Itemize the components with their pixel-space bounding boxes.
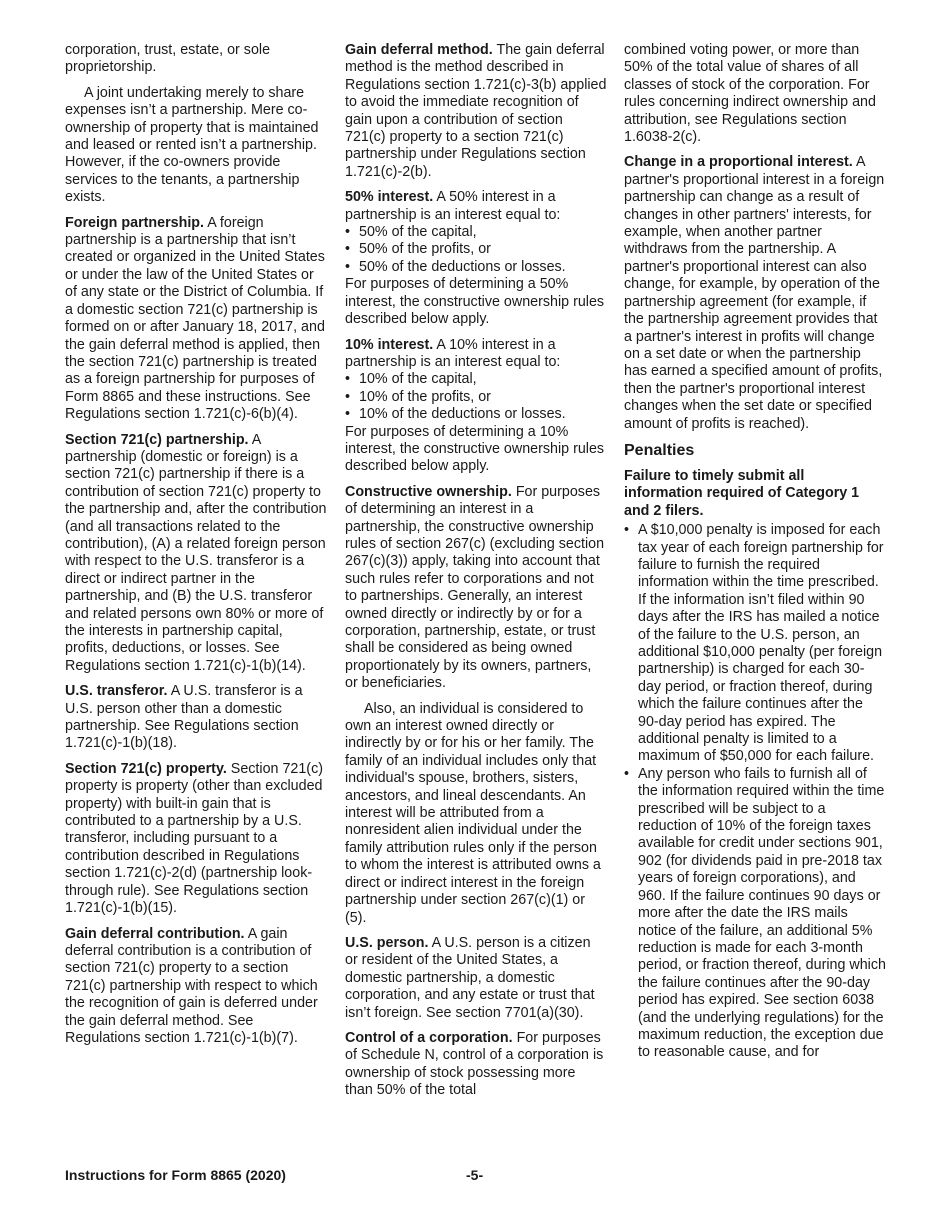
column-right — [624, 42, 886, 1062]
term-heading: 10% interest. — [345, 336, 434, 353]
term-text: Section 721(c) property is property (other than excluded property) with built-in gain that is contributed to a partnership by a U.S. transferor, including pursuant to a contribution described in Regulations section 1.721(c)-2(d) (partnership look-through rule). See Regulations section 1.721(c)-1(b)(15). — [65, 760, 323, 917]
paragraph: combined voting power, or more than 50% of the total value of shares of all classes of stock of the corporation. For rules concerning indirect ownership and attribution, see Regulations section 1.6038-2(c). — [624, 42, 876, 146]
term-text: A foreign partnership is a partnership that isn’t created or organized in the United States or under the law of the United States or of any state or the District of Columbia. If a domestic section 721(c) partnership is formed on or after January 18, 2017, and the gain deferral method is applied, then the section 721(c) partnership is treated as a foreign partnership for purposes of Form 8865 and these instructions. See Regulations section 1.721(c)-6(b)(4). — [65, 214, 325, 423]
term-heading: Gain deferral method. — [345, 42, 493, 58]
section-heading-penalties: Penalties — [624, 441, 695, 459]
paragraph: A joint undertaking merely to share expenses isn’t a partnership. Mere co-ownership of property that is maintained and leased or rented isn’t a partnership. However, if the co-owners provide services to the tenants, a partnership exists. — [65, 84, 319, 206]
term-heading: Foreign partnership. — [65, 214, 205, 231]
list-item: • 10% of the profits, or — [345, 389, 607, 406]
page-number: -5- — [466, 1167, 484, 1183]
term-heading: U.S. person. — [345, 934, 429, 951]
term-text: For purposes of determining an interest in a partnership, the constructive ownership rules of section 267(c) (excluding section 267(c)(3)) apply, taking into account that such rules refer to corporations and not to partnerships. Generally, an interest owned directly or indirectly by or for a corporation, partnership, estate, or trust shall be considered as being owned proportionately by its owners, partners, or beneficiaries. — [345, 483, 605, 692]
term-heading: 50% interest. — [345, 189, 434, 206]
term-text: For purposes of determining a 50% interest, the constructive ownership rules described below apply. — [345, 276, 605, 328]
term-heading: Section 721(c) partnership. — [65, 431, 249, 448]
term-heading: Constructive ownership. — [345, 483, 512, 500]
term-heading: Section 721(c) property. — [65, 760, 227, 777]
definition-10-interest — [345, 337, 607, 476]
list-item: • 10% of the deductions or losses. — [345, 406, 607, 423]
bullet-list — [345, 371, 607, 423]
definition-us-person — [345, 935, 607, 1022]
term-text: A partnership (domestic or foreign) is a section 721(c) partnership if there is a contribution of section 721(c) property to the partnership and, after the contribution (and all transactions related to the contribution), (A) a related foreign person with respect to the U.S. transferor is a direct or indirect partner in the partnership, and (B) the U.S. transferor and related persons own 80% or more of the interests in partnership capital, profits, deductions, or losses. See Regulations section 1.721(c)-1(b)(14). — [65, 431, 327, 674]
definition-constructive-ownership — [345, 484, 607, 693]
term-text: The gain deferral method is the method described in Regulations section 1.721(c)-3(b) applied to avoid the immediate recognition of gain upon a contribution of section 721(c) property to a section 721(c) partnership under Regulations section 1.721(c)-2(b). — [345, 42, 607, 180]
penalty-bullet: • A $10,000 penalty is imposed for each tax year of each foreign partnership for failure to furnish the required information within the time prescribed. If the information isn’t filed within 90 days after the IRS has mailed a notice of the failure to the U.S. person, an additional $10,000 penalty (per foreign partnership) is charged for each 30-day period, or fraction thereof, during which the failure continues after the 90-day period has expired. The additional penalty is limited to a maximum of $50,000 for each failure. — [624, 522, 886, 766]
term-heading: Control of a corporation. — [345, 1029, 513, 1046]
paragraph: corporation, trust, estate, or sole proprietorship. — [65, 42, 271, 76]
bullet-list — [345, 224, 607, 276]
term-text: A 50% interest in a partnership is an interest equal to: — [345, 189, 561, 223]
definition-us-transferor — [65, 683, 327, 753]
column-left — [65, 42, 327, 1055]
list-item: • 50% of the profits, or — [345, 241, 607, 258]
penalty-bullet: • Any person who fails to furnish all of the information required within the time prescribed will be subject to a reduction of 10% of the foreign taxes available for credit under sections 901, 902 (for dividends paid in pre-2018 tax years of foreign corporations), and 960. If the failure continues 90 days or more after the date the IRS mails notice of the failure, an additional 5% reduction is made for each 3-month period, or fraction thereof, during which the failure continues after the 90-day period has expired. See section 6038 (and the underlying regulations) for the maximum reduction, the exception due to reasonable cause, and for — [624, 766, 886, 1062]
subheading-failure-to-submit: Failure to timely submit all information required of Category 1 and 2 filers. — [624, 467, 860, 519]
term-heading: Gain deferral contribution. — [65, 925, 245, 942]
term-text: A U.S. transferor is a U.S. person other than a domestic partnership. See Regulations section 1.721(c)-1(b)(18). — [65, 683, 303, 752]
term-heading: U.S. transferor. — [65, 683, 168, 700]
column-middle — [345, 42, 607, 1108]
term-text: For purposes of determining a 10% interest, the constructive ownership rules described below apply. — [345, 423, 605, 475]
definition-section-721c-property — [65, 761, 327, 918]
list-item: • 50% of the deductions or losses. — [345, 259, 607, 276]
definition-change-proportional-interest — [624, 154, 886, 433]
penalty-bullet-list — [624, 522, 886, 1062]
term-text: For purposes of Schedule N, control of a corporation is ownership of stock possessing more than 50% of the total — [345, 1029, 604, 1099]
term-text: A partner's proportional interest in a foreign partnership can change as a result of changes in other partners' interests, for example, when another partner withdraws from the partnership. A partner's proportional interest can also change, for example, by operation of the partnership agreement (for example, if the partnership agreement provides that a partner's interest in profits will change on a set date or when the partnership has earned a specified amount of profits, then the partner's proportional interest changes when the set date or specified amount of profits is reached). — [624, 154, 885, 432]
list-item: • 10% of the capital, — [345, 371, 607, 388]
paragraph: Also, an individual is considered to own an interest owned directly or indirectly by or for his or her family. The family of an individual includes only that individual's spouse, brothers, sisters, ancestors, and lineal descendants. An interest will be attributed from a nonresident alien individual under the family attribution rules only if the person to whom the interest is attributed owns a direct or indirect interest in the foreign partnership under section 267(c)(1) or (5). — [345, 700, 601, 926]
term-text: A gain deferral contribution is a contribution of section 721(c) property to a section 721(c) partnership with respect to which the recognition of gain is deferred under the gain deferral method. See Regulations section 1.721(c)-1(b)(7). — [65, 925, 318, 1046]
definition-50-interest — [345, 189, 607, 328]
list-item: • 50% of the capital, — [345, 224, 607, 241]
footer-form-title: Instructions for Form 8865 (2020) — [65, 1167, 286, 1183]
definition-gain-deferral-contribution — [65, 926, 327, 1048]
term-text: A 10% interest in a partnership is an interest equal to: — [345, 336, 561, 370]
term-heading: Change in a proportional interest. — [624, 154, 853, 171]
definition-gain-deferral-method — [345, 42, 607, 181]
definition-foreign-partnership — [65, 215, 327, 424]
term-text: A U.S. person is a citizen or resident of the United States, a domestic partnership, a domestic corporation, and any estate or trust that isn’t foreign. See section 7701(a)(30). — [345, 934, 595, 1021]
definition-control-of-corporation — [345, 1030, 607, 1100]
definition-section-721c-partnership — [65, 432, 327, 676]
